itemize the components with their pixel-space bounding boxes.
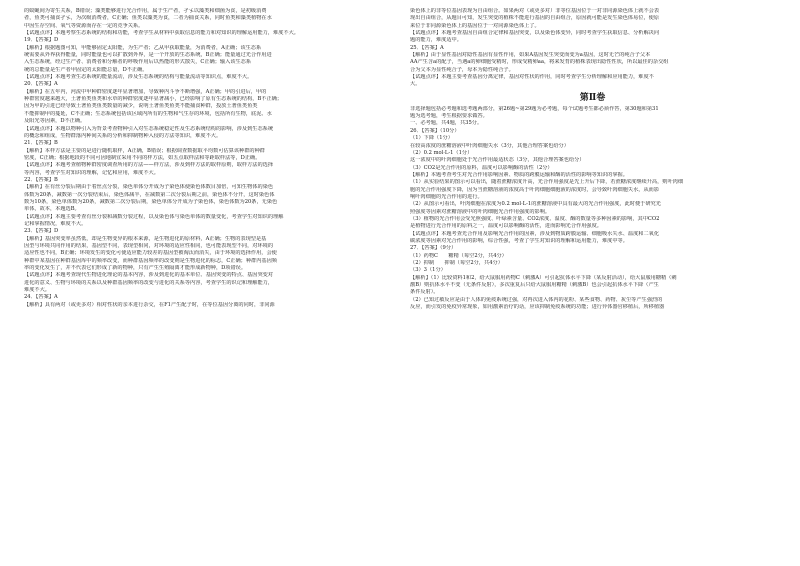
text-line: 大。 bbox=[410, 81, 421, 88]
text-line: （1）下降（1分） bbox=[410, 135, 453, 142]
text-line: 记和掌握情况，难度不大。 bbox=[24, 220, 87, 227]
text-line: 【试题点评】本题主要考查有丝分裂和减数分裂过程，以及染色体与染色单体的数量变化，考查学生对知识的理解 bbox=[24, 213, 284, 220]
text-line: 密度，C正确；根据地段的不同可因地制宜采用不同的样方法，如五点取样法和等距取样法等，D正确。 bbox=[24, 154, 261, 161]
text-line: 现出自由组合，从题目可知，发生突变的植株不能进行基因的自由组合，原因就可能是发生染色体易位，使原 bbox=[410, 15, 660, 22]
text-line: 【试题点评】本题主要考查基因分离定律，基因对性状的作用，同时考查学生分析理解和应用能力，难度不 bbox=[410, 74, 654, 81]
text-line: 【试题点评】本题考查基因自由组合定律和基因突变，以及染色体变异，同时考查学生获取信息、分析解决问 bbox=[410, 30, 660, 37]
text-line: （3）3（1分） bbox=[410, 267, 446, 274]
text-line: 数为10条，染色单体数为20条，减数第二次分裂后期，染色单体分开成为子染色体，染色体数为20条，无染色 bbox=[24, 198, 278, 205]
text-line: 合为父本为显性纯合子，母本为隐性纯合子。 bbox=[410, 66, 514, 73]
text-line: 24．【答案】A bbox=[24, 294, 58, 301]
text-line: 种群中某基因在种群基因库中的频率改变，而种群基因频率的改变则是生物进化的标志，C正确；种群内基因频 bbox=[24, 257, 277, 264]
text-line: 进化的意义、生物与环境的关系以及种群基因频率的改变与进化的关系等内容，考查学生的识记和理解能力， bbox=[24, 279, 274, 286]
text-line: 【试题点评】本题考查生态系统的能量流动，涉及生态系统的结构与能量流动等知识点，难度不大。 bbox=[24, 74, 253, 81]
text-line: 题为选考题，考生根据要求做答。 bbox=[410, 113, 488, 120]
text-line: 【解析】根据题图可知，甲能够固定太阳能，为生产者；乙从甲获取能量，为消费者，A正确；该生态系 bbox=[24, 44, 262, 51]
text-line: 反应，而引发的免疫异常现象，如用激素治疗的话，应该抑制免疫系统的功能；进行异体器官移植后，所移植器 bbox=[410, 304, 665, 311]
text-line: AA产生含a的配子，当遇a的卵细胞受精时，形成受精卵aa，将来发育的植株表现出隐性性状，所以最佳的杂交组 bbox=[410, 59, 669, 66]
text-line: 【解析】在五年内，河流中甲种群密度逐年显著增加，导致种内斗争不断增强，A正确；甲的引进后，甲的 bbox=[24, 88, 267, 95]
text-line: 【解析】由于显性基因对隐性基因有显性作用，如果A基因发生突变而变为a基因，这时无芒的纯合子父本 bbox=[410, 52, 651, 59]
text-line: 响叶肉细胞的光合作用的进行。 bbox=[410, 193, 483, 200]
text-line: 率的变化发生了，并不代表它们形成了新的物种，只有产生生殖隔离才能形成新物种，D项错误。 bbox=[24, 265, 247, 272]
text-line: 【解析】本题考查考生对光合作用影响因素、物质的跨膜运输和酶的活性的影响等知识的掌握。 bbox=[410, 171, 628, 178]
text-line: 【解析】具有两对（或更多对）相对性状的亲本进行杂交，在F1产生配子时，在等位基因分离的同时，非同源 bbox=[24, 301, 275, 308]
text-line: 题的能力，难度适中。 bbox=[410, 37, 462, 44]
text-line: 在较高浓度的蔗糖溶液中叶肉细胞失水（3分，其他合理答案也给分） bbox=[410, 142, 569, 149]
text-line: 适应性也不同，B正确；环境发生的变化可使适应能力较差的基因型被淘汰而消失，由于环境的选择作用，会使 bbox=[24, 250, 277, 257]
text-line: 23．【答案】D bbox=[24, 228, 59, 235]
text-line: 激B）则抗体水平不变（无条件反射），多次重复后只给大鼠服用糖精（刺激B）也会引起抗体水平下降（产生 bbox=[410, 282, 659, 289]
section-heading: 第Ⅱ卷 bbox=[579, 92, 606, 103]
text-line: 不能抑制甲的蔓延，C不正确；生态系统包括该区域内所有的生物和气生存的环境，包括所有生物，底泥、水 bbox=[24, 110, 272, 117]
text-line: 21．【答案】B bbox=[24, 140, 58, 147]
text-line: 统的总能量是生产者甲固定的太阳能总量，D不正确。 bbox=[24, 66, 148, 73]
text-line: 的蚊蝇间为寄生关系，B错误；藻类能够进行光合作用，属于生产者，孑孓以藻类和细菌为食，是初级消费 bbox=[24, 8, 267, 14]
text-line: 这一浓度中的叶肉细胞处于光合作用最适状态（3分，其他合理答案也给分） bbox=[410, 157, 585, 164]
text-line: 【解析】（1）比较资料1和2，给大鼠服用药物C（刺激A）可引起抗体水平下降（某反射活动），给大鼠服用糖精（刺 bbox=[410, 274, 677, 281]
text-line: 是植物进行光合作用的原料之一，温度可以影响酶的活性，进而影响光合作用强度。 bbox=[410, 223, 602, 230]
text-line: 单体，故本，本题选B。 bbox=[24, 206, 80, 213]
text-line: 【解析】本样方法是主要的是进行随机取样，A正确，B错误；根据调查数据取平均数可估算该种群的种群 bbox=[24, 147, 265, 154]
text-line: 27．【答案】（9分） bbox=[410, 245, 457, 252]
text-line: 胞的光合作用强度下降，因为当蔗糖溶液的浓度高于叶肉细胞细胞液的浓度时，会导致叶肉细胞失水，从而影 bbox=[410, 186, 660, 193]
text-line: （1）药物C 糖精（每空2分，共4分） bbox=[410, 252, 507, 259]
text-line: 【试题点评】本题以物种引入为背景考查物种引入对生态系统稳定性及生态系统结构的影响，涉及到生态系统 bbox=[24, 125, 274, 132]
text-line: 22．【答案】B bbox=[24, 176, 58, 183]
text-line: 【解析】在有丝分裂后期由于着丝点分裂，染色单体分开成为子染色体使染色体数目加倍，可知生物体的染色 bbox=[24, 184, 274, 191]
text-line: 者，鱼类可捕食孑孓，为次级消费者，C正确；鱼类以藻类为食，二者为捕食关系，同时鱼类和藻类植物在水 bbox=[24, 15, 272, 22]
text-line: 统需要从外界获得能量，同时能量也可以扩散到外界，是一个开放的生态系统，B正确；能量通过光合作用进 bbox=[24, 52, 272, 59]
text-line: 的概念和组成，生物群落内种间关系的分析和抑制物种入侵的方法等知识，难度不大。 bbox=[24, 132, 222, 139]
text-line: 碳浓度等因素对光合作用的影响，综合性强，考查了学生对知识的理解和运用能力，难度中等。 bbox=[410, 237, 628, 244]
text-line: （1）从实验结果的图示可以看出，随着蔗糖浓度升高，光合作用强度是先上升后下降，若蔗糖浓度继续升高，则叶肉细 bbox=[410, 179, 684, 186]
text-line: 非选择题包括必考题和选考题两部分，第26题~第29题为必考题，每个试题考生都必须作答，第30题和第31 bbox=[410, 105, 659, 112]
text-line: 体数为20条，减数第一次分裂结束后，染色体减半，在减数第二次分裂后期之前，染色体不分开，这时染色体 bbox=[24, 191, 275, 198]
text-line: 26．【答案】（10分） bbox=[410, 127, 460, 134]
text-line: 难度不大。 bbox=[24, 287, 50, 294]
text-line: 【试题点评】本题考查植物种群密度调查所用的方法——样方法，涉及到样方法的取样原则，取样方法的选择 bbox=[24, 162, 274, 169]
text-line: 因型与环境共同作用的结果，基因型不同，表现型相同，对环境的适应性相同，也可能表现型不同，对环境的 bbox=[24, 243, 274, 249]
text-line: 25．【答案】A bbox=[410, 44, 444, 51]
text-line: 【试题点评】本题考察生态系统的结构和功能，考查学生从材料中获取信息的能力和对知识的理解运用能力，难度不大。 bbox=[24, 30, 299, 37]
text-line: 中因生存空间、氧气等资源而存在一定的竞争关系。 bbox=[24, 22, 144, 29]
text-line: 照强度等因素对蔗糖溶液中的叶肉细胞光合作用强度的影响。 bbox=[410, 208, 551, 215]
text-line: 等内容，考查学生对知识的理解，记忆和应用，难度不大。 bbox=[24, 169, 159, 176]
text-line: （2）0.2 mol·L-1（1分） bbox=[410, 149, 473, 156]
text-line: 种群密度越来越大，土著鱼类鱼类和水草的种群密度逐年显著减小，已经影响了原有生态系统的结构，B不正确； bbox=[24, 96, 283, 103]
text-line: 20．【答案】A bbox=[24, 81, 58, 88]
text-line: 因为甲的引进已经导致土著鱼类鱼类数量的减少，说明土著鱼类鱼类不能捕食种群，投放土著鱼类鱼类 bbox=[24, 103, 258, 110]
text-line: 入生态系统，经过生产者、消费者和分解者的呼吸作用后以热能的形式散失，C正确；输入该生态系 bbox=[24, 59, 252, 66]
right-column bbox=[410, 8, 775, 558]
text-line: 19．【答案】D bbox=[24, 37, 59, 44]
text-line: 条件反射）。 bbox=[410, 289, 439, 296]
text-line: （2）已知过敏反应是由于人体的免疫系统过强，对再次进入体内的花粉、某些食物、药物、灰尘等产生强烈的 bbox=[410, 296, 663, 303]
text-line: 【试题点评】本题考查现代生物进化理论的基本内容，涉及到进化的基本单位、基因突变的特点、基因突变对 bbox=[24, 272, 274, 279]
text-line: （3）CO2是光合作用的原料，温度可以影响酶的活性（2分） bbox=[410, 164, 553, 171]
left-column bbox=[24, 8, 389, 558]
text-line: （3）植物的光合作用会受光照强度、叶绿素含量、CO2浓度、温度、酶的数量等多种因素的影响，其中CO2 bbox=[410, 215, 660, 222]
text-line: 【试题点评】本题考查光合作用及影响光合作用的因素，涉及到物质跨膜运输、细胞吸水失水、温度和二氧化 bbox=[410, 230, 660, 237]
text-line: 来位于非同源染色体上的基因位于一对同源染色体上了。 bbox=[410, 22, 540, 29]
text-line: 及阳光等因素，D不正确。 bbox=[24, 118, 86, 125]
text-line: 一、必考题，共4题，共35分。 bbox=[410, 120, 483, 127]
text-line: （2）抑制 抑制（每空2分，共4分） bbox=[410, 260, 503, 266]
text-line: 染色体上的非等位基因表现为自由组合。如果两对（或更多对）非等位基因位于一对非同源染色体上就不会表 bbox=[410, 8, 660, 14]
text-line: 【解析】基因突变率虽然低，却是生物变异的根本来源，是生物进化的原材料，A正确；生物的表现型是基 bbox=[24, 235, 267, 242]
text-line: （2）从图示可看出，叶肉细胞在浓度为0.2 mol·L-1的蔗糖溶液中具有最大的光合作用强度，此时便于研究光 bbox=[410, 201, 661, 208]
